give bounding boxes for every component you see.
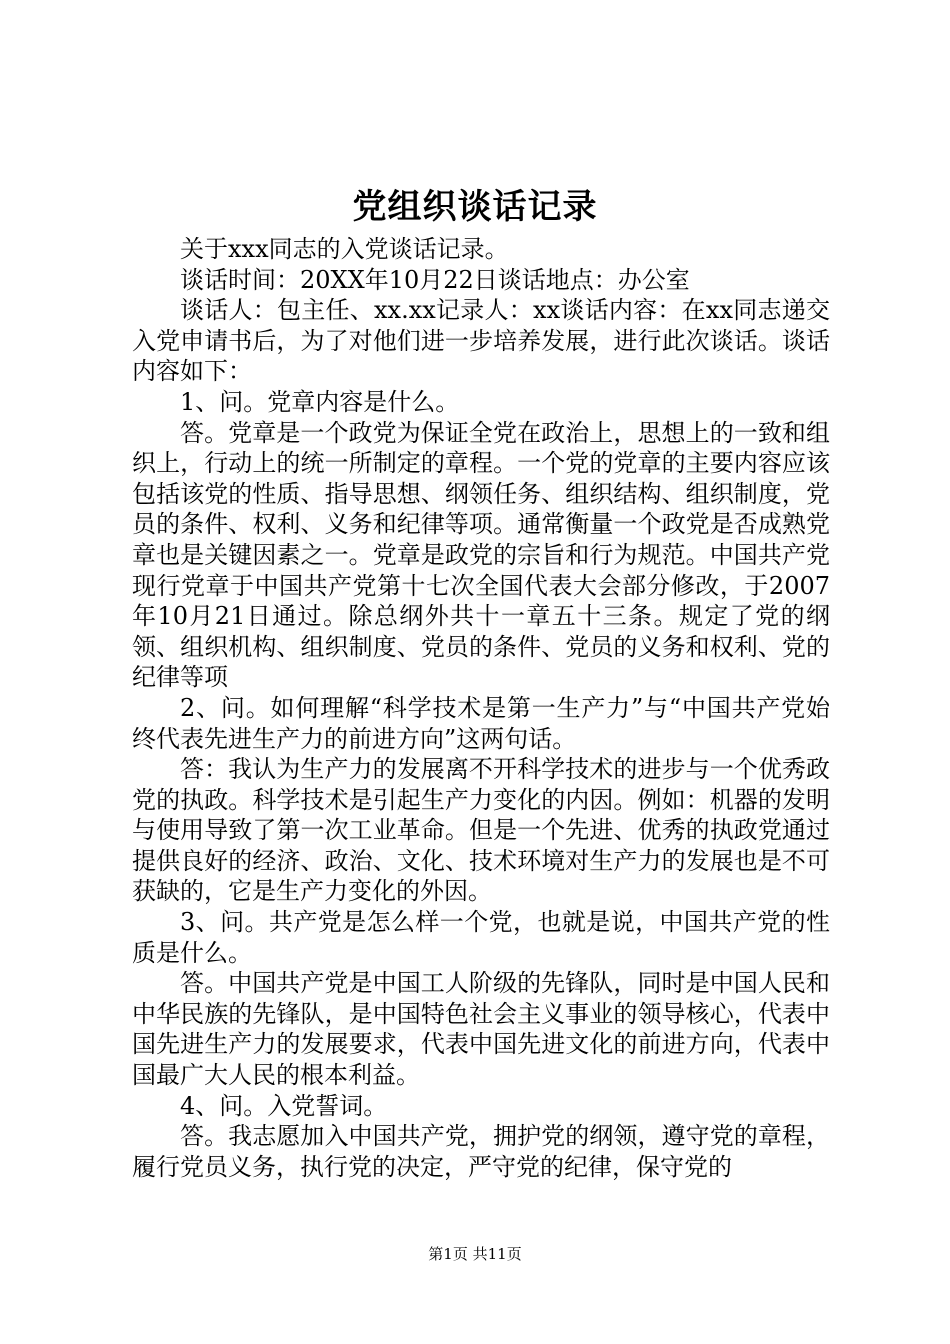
question-2: 2、问。如何理解“科学技术是第一生产力”与“中国共产党始终代表先进生产力的前进方向”这两句话。: [132, 693, 830, 753]
question-1: 1、问。党章内容是什么。: [180, 387, 460, 416]
question-3: 3、问。共产党是怎么样一个党，也就是说，中国共产党的性质是什么。: [132, 908, 830, 967]
document-title: 党组织谈话记录: [352, 187, 598, 227]
paragraph-intro: 关于xxx同志的入党谈话记录。: [180, 235, 509, 263]
document-body: [132, 234, 830, 1182]
answer-1: 答。党章是一个政党为保证全党在政治上，思想上的一致和组织上，行动上的统一所制定的章程。一个党的党章的主要内容应该包括该党的性质、指导思想、纲领任务、组织结构、组织制度，党员的条件、权利、义务和纪律等项。通常衡量一个政党是否成熟党章也是关键因素之一。党章是政党的宗旨和行为规范。中国共产党现行党章于中国共产党第十七次全国代表大会部分修改，于2007年10月21日通过。除总纲外共十一章五十三条。规定了党的纲领、组织机构、组织制度、党员的条件、党员的义务和权利、党的纪律等项: [132, 418, 830, 692]
paragraph-participants: 谈话人：包主任、xx.xx记录人：xx谈话内容：在xx同志递交入党申请书后，为了对他们进一步培养发展，进行此次谈话。谈话内容如下：: [132, 296, 830, 386]
page-footer: 第1页 共11页: [428, 1245, 522, 1263]
answer-3: 答。中国共产党是中国工人阶级的先锋队，同时是中国人民和中华民族的先锋队，是中国特色社会主义事业的领导核心，代表中国先进生产力的发展要求，代表中国先进文化的前进方向，代表中国最广大人民的根本利益。: [132, 969, 830, 1090]
answer-4: 答。我志愿加入中国共产党，拥护党的纲领，遵守党的章程，履行党员义务，执行党的决定，严守党的纪律，保守党的: [132, 1122, 830, 1181]
question-4: 4、问。入党誓词。: [180, 1091, 388, 1120]
answer-2: 答：我认为生产力的发展离不开科学技术的进步与一个优秀政党的执政。科学技术是引起生产力变化的内因。例如：机器的发明与使用导致了第一次工业革命。但是一个先进、优秀的执政党通过提供良好的经济、政治、文化、技术环境对生产力的发展也是不可获缺的，它是生产力变化的外因。: [132, 755, 830, 906]
paragraph-time-place: 谈话时间：20XX年10月22日谈话地点：办公室: [180, 265, 690, 294]
